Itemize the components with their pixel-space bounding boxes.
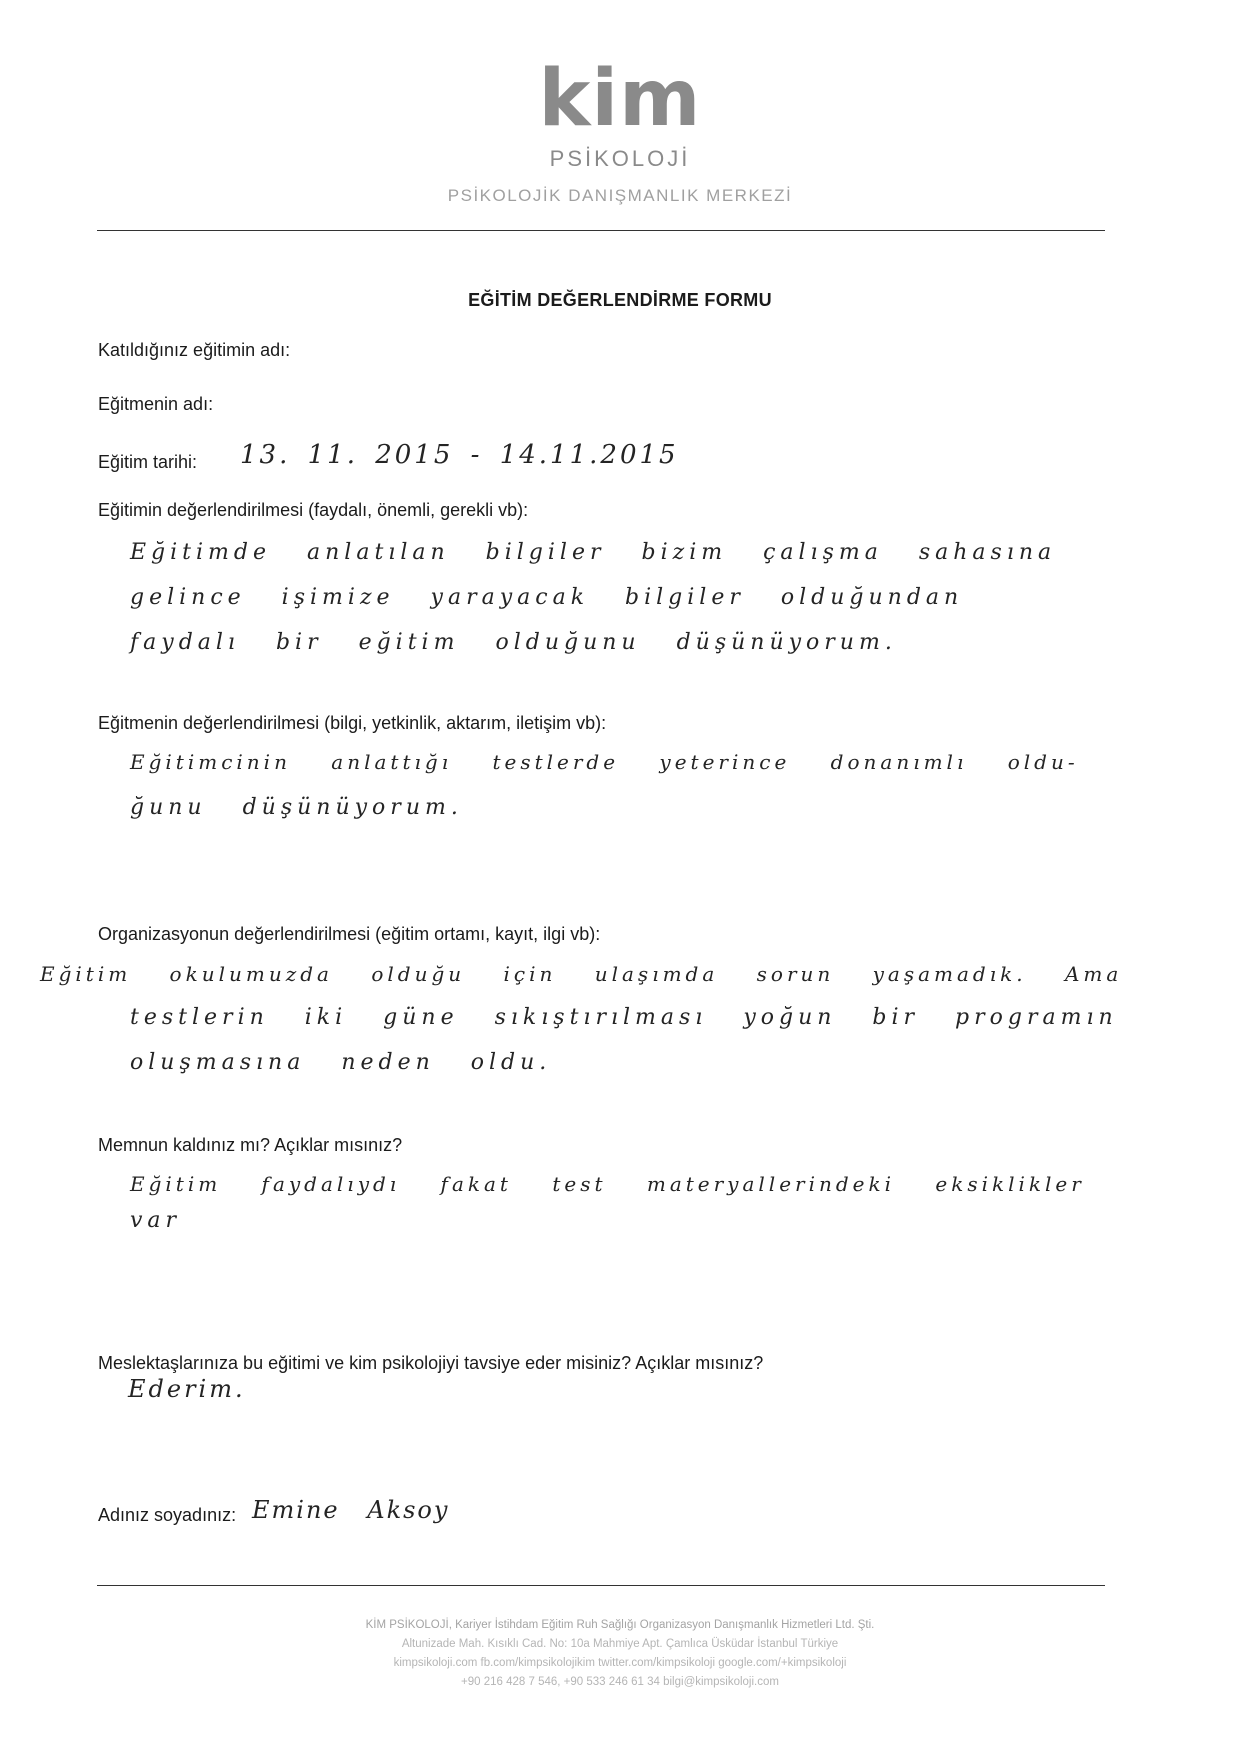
satisfied-line: var xyxy=(130,1208,182,1233)
training-date-label: Eğitim tarihi: xyxy=(98,452,198,472)
org-eval-line: testlerin iki güne sıkıştırılması yoğun bir programın xyxy=(130,1005,1118,1030)
satisfied-line: Eğitim faydalıydı fakat test materyallerindeki eksiklikler xyxy=(130,1172,1085,1196)
trainer-eval-line: Eğitimcinin anlattığı testlerde yeterince donanımlı oldu- xyxy=(130,750,1079,774)
header-divider xyxy=(97,230,1105,231)
training-eval-line: gelince işimize yarayacak bilgiler olduğundan xyxy=(130,585,964,610)
logo-subtitle: PSİKOLOJİ xyxy=(549,146,691,171)
training-eval-line: faydalı bir eğitim olduğunu düşünüyorum. xyxy=(130,630,897,655)
recommend-answer: Ederim. xyxy=(128,1375,246,1403)
full-name-label: Adınız soyadınız: xyxy=(98,1505,237,1525)
footer-contact: +90 216 428 7 546, +90 533 246 61 34 bilgi@kimpsikoloji.com xyxy=(461,1676,779,1688)
org-eval-line: oluşmasına neden oldu. xyxy=(130,1050,552,1075)
satisfied-label: Memnun kaldınız mı? Açıklar mısınız? xyxy=(98,1135,403,1155)
form-title: EĞİTİM DEĞERLENDİRME FORMU xyxy=(468,290,772,310)
logo-mark: kim xyxy=(538,54,702,144)
trainer-name-label: Eğitmenin adı: xyxy=(98,394,214,414)
company-logo xyxy=(0,54,1240,206)
footer-address: Altunizade Mah. Kısıklı Cad. No: 10a Mahmiye Apt. Çamlıca Üsküdar İstanbul Türkiye xyxy=(401,1638,839,1650)
footer-company: KİM PSİKOLOJİ, Kariyer İstihdam Eğitim Ruh Sağlığı Organizasyon Danışmanlık Hizmetleri Ltd. Şti. xyxy=(365,1619,875,1631)
trainer-eval-line: ğunu düşünüyorum. xyxy=(130,795,463,820)
training-eval-label: Eğitimin değerlendirilmesi (faydalı, önemli, gerekli vb): xyxy=(98,500,529,520)
recommend-label: Meslektaşlarınıza bu eğitimi ve kim psikolojiyi tavsiye eder misiniz? Açıklar mısınız? xyxy=(98,1353,764,1373)
footer-divider xyxy=(97,1585,1105,1586)
training-date-answer: 13. 11. 2015 - 14.11.2015 xyxy=(240,440,679,470)
org-eval-line: Eğitim okulumuzda olduğu için ulaşımda sorun yaşamadık. Ama xyxy=(40,962,1123,986)
full-name-answer: Emine Aksoy xyxy=(252,1496,450,1524)
company-tagline: PSİKOLOJİK DANIŞMANLIK MERKEZİ xyxy=(447,186,793,205)
footer-web: kimpsikoloji.com fb.com/kimpsikolojikim twitter.com/kimpsikoloji google.com/+kimpsikoloji xyxy=(393,1657,847,1669)
training-name-label: Katıldığınız eğitimin adı: xyxy=(98,340,291,360)
footer xyxy=(0,1616,1240,1692)
org-eval-label: Organizasyonun değerlendirilmesi (eğitim ortamı, kayıt, ilgi vb): xyxy=(98,924,601,944)
trainer-eval-label: Eğitmenin değerlendirilmesi (bilgi, yetkinlik, aktarım, iletişim vb): xyxy=(98,713,607,733)
training-eval-line: Eğitimde anlatılan bilgiler bizim çalışma sahasına xyxy=(130,540,1057,565)
